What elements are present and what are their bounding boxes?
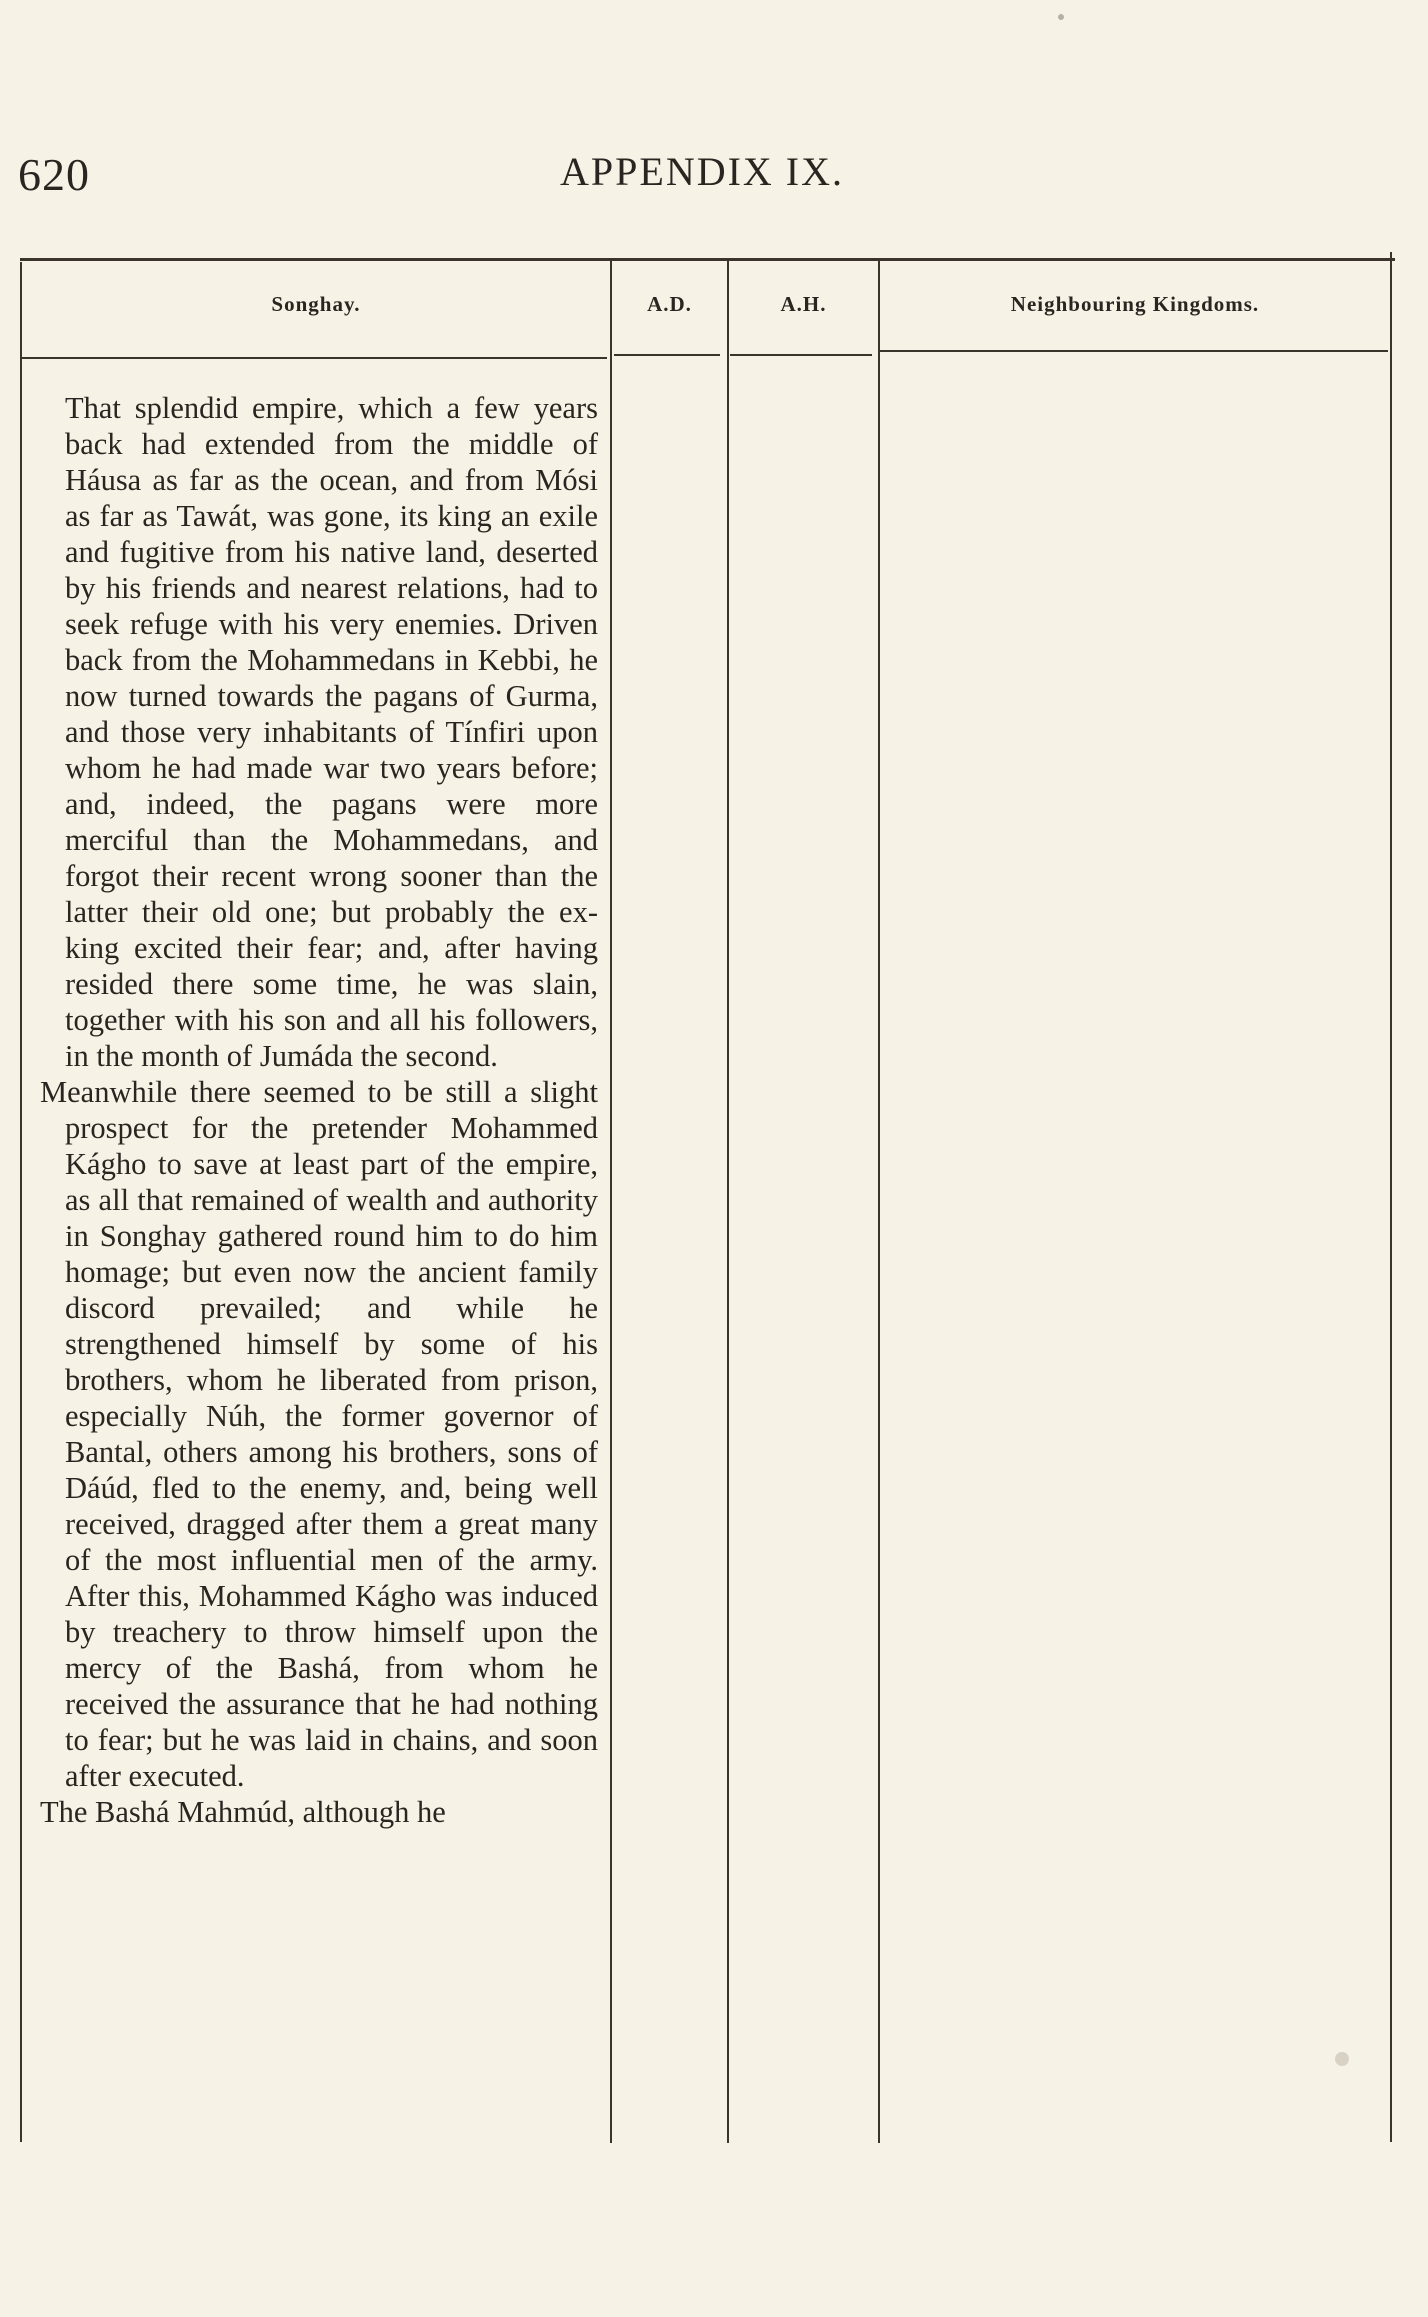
- paragraph: Meanwhile there seemed to be still a slight prospect for the pretender Mohammed Kágho to save at least part of the empire, as all that remained of wealth and authority in Songhay gathered round him to do him homage; but even now the ancient family discord prevailed; and while he strengthened himself by some of his brothers, whom he liberated from prison, especially Núh, the former governor of Bantal, others among his brothers, sons of Dáúd, fled to the enemy, and, being well received, dragged after them a great many of the most influential men of the army. After this, Mohammed Kágho was induced by treachery to throw himself upon the mercy of the Bashá, from whom he received the assurance that he had nothing to fear; but he was laid in chains, and soon after executed.: [40, 1075, 598, 1793]
- column-divider-2: [610, 258, 612, 2143]
- header-bottom-rule-songhay: [22, 357, 607, 359]
- page-blemish: [1335, 2052, 1349, 2066]
- header-bottom-rule-ad: [614, 354, 720, 356]
- column-header-songhay: Songhay.: [271, 292, 361, 316]
- header-bottom-rule-kingdoms: [880, 350, 1388, 352]
- column-header-ah: A.H.: [780, 292, 827, 316]
- page-number: 620: [18, 149, 90, 200]
- column-divider-4: [878, 258, 880, 2143]
- table-top-rule: [20, 258, 1395, 261]
- page-title: APPENDIX IX.: [560, 149, 844, 194]
- header-bottom-rule-ah: [730, 354, 872, 356]
- paragraph: The Bashá Mahmúd, although he: [40, 1795, 446, 1829]
- songhay-column-text: [40, 390, 598, 1830]
- column-divider-1: [20, 262, 22, 2142]
- column-header-neighbouring-kingdoms: Neighbouring Kingdoms.: [1010, 292, 1260, 316]
- paragraph: That splendid empire, which a few years back had extended from the middle of Háusa as far as the ocean, and from Mósi as far as Tawát, was gone, its king an exile and fugitive from his native land, deserted by his friends and nearest relations, had to seek refuge with his very enemies. Driven back from the Mohammedans in Kebbi, he now turned towards the pagans of Gurma, and those very inhabitants of Tínfiri upon whom he had made war two years before; and, indeed, the pagans were more merciful than the Mohammedans, and forgot their recent wrong sooner than the latter their old one; but probably the ex-king excited their fear; and, after having resided there some time, he was slain, together with his son and all his followers, in the month of Jumáda the second.: [65, 391, 598, 1073]
- column-divider-5: [1390, 252, 1392, 2142]
- page-blemish: [1058, 14, 1064, 20]
- column-divider-3: [727, 258, 729, 2143]
- column-header-ad: A.D.: [647, 292, 692, 316]
